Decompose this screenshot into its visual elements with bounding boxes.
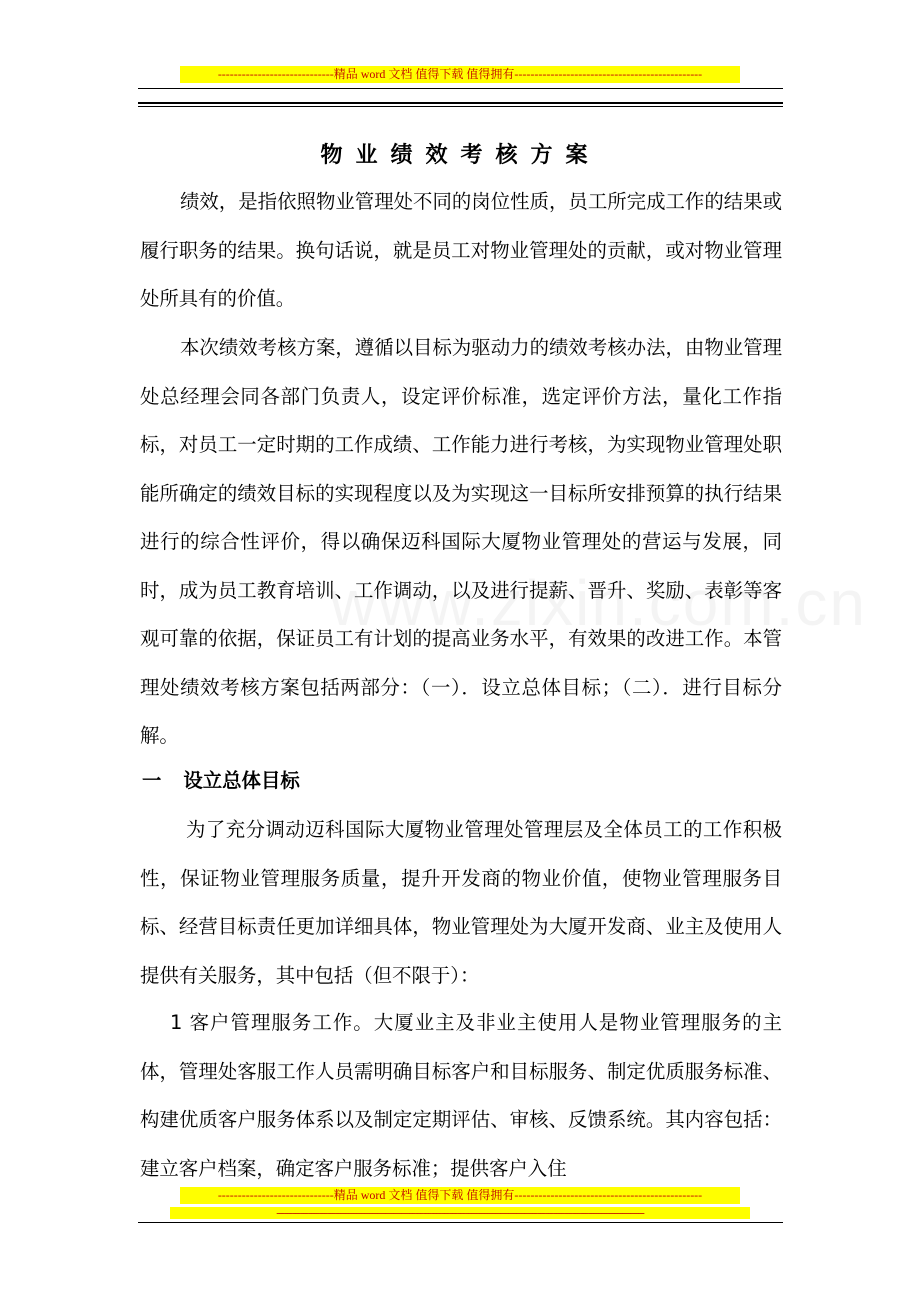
- header-banner: -----------------------------精品 word 文档 值得下载 值得拥有-----------------------------------------------: [180, 66, 740, 83]
- section-title: 设立总体目标: [183, 769, 300, 792]
- footer-banner-dashes: ------------------------------------------------------------------------------------------------------------------------------------------: [170, 1207, 750, 1219]
- header-rule-thin: [138, 88, 783, 89]
- section-number: 一: [142, 769, 162, 792]
- section-heading: [142, 757, 300, 805]
- paragraph-customer-service: 1 客户管理服务工作。大厦业主及非业主使用人是物业管理服务的主体，管理处客服工作人员需明确目标客户和目标服务、制定优质服务标准、构建优质客户服务体系以及制定定期评估、审核、反馈系统。其内容包括：建立客户档案，确定客户服务标准；提供客户入住: [140, 1011, 782, 1180]
- header-rule-double-1: [138, 102, 783, 104]
- footer-banner: -----------------------------精品 word 文档 值得下载 值得拥有-----------------------------------------------: [180, 1187, 740, 1204]
- header-rule-double-2: [138, 106, 783, 107]
- footer-rule: [138, 1222, 783, 1223]
- paragraph-section-intro: 为了充分调动迈科国际大厦物业管理处管理层及全体员工的工作积极性，保证物业管理服务质量，提升开发商的物业价值，使物业管理服务目标、经营目标责任更加详细具体，物业管理处为大厦开发商、业主及使用人提供有关服务，其中包括（但不限于）：: [140, 818, 782, 987]
- paragraph-scheme-overview: 本次绩效考核方案，遵循以目标为驱动力的绩效考核办法，由物业管理处总经理会同各部门负责人，设定评价标准，选定评价方法，量化工作指标，对员工一定时期的工作成绩、工作能力进行考核，为实现物业管理处职能所确定的绩效目标的实现程度以及为实现这一目标所安排预算的执行结果进行的综合性评价，得以确保迈科国际大厦物业管理处的营运与发展，同时，成为员工教育培训、工作调动，以及进行提薪、晋升、奖励、表彰等客观可靠的依据，保证员工有计划的提高业务水平，有效果的改进工作。本管理处绩效考核方案包括两部分：（一）．设立总体目标；（二）．进行目标分解。: [140, 336, 782, 747]
- document-title: 物业绩效考核方案: [320, 143, 601, 168]
- paragraph-definition: 绩效，是指依照物业管理处不同的岗位性质，员工所完成工作的结果或履行职务的结果。换句话说，就是员工对物业管理处的贡献，或对物业管理处所具有的价值。: [140, 190, 782, 310]
